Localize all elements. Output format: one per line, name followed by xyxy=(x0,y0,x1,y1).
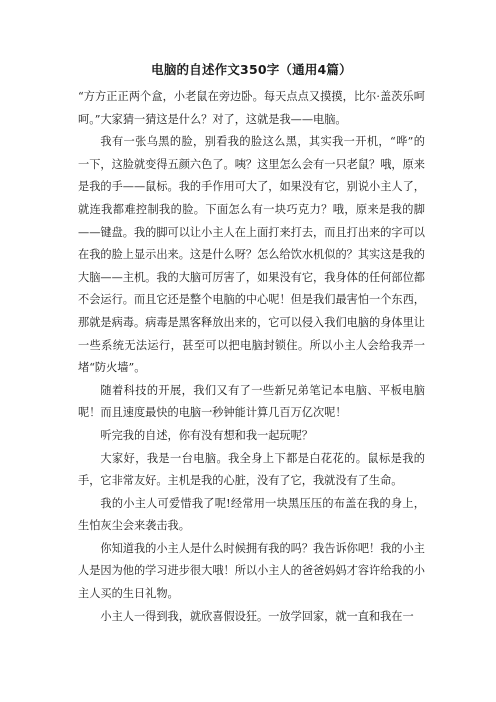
paragraph-6: 我的小主人可爱惜我了呢!经常用一块黑压压的布盖在我的身上，生怕灰尘会来袭击我。 xyxy=(78,496,425,533)
paragraph-3: 随着科技的开展，我们又有了一些新兄弟笔记本电脑、平板电脑呢！而且速度最快的电脑一秒钟能计算几百万亿次呢！ xyxy=(78,383,425,420)
paragraph-7: 你知道我的小主人是什么时候拥有我的吗？我告诉你吧！我的小主人是因为他的学习进步很大哦！所以小主人的爸爸妈妈才容许给我的小主人买的生日礼物。 xyxy=(78,541,425,601)
paragraph-1: “方方正正两个盒，小老鼠在旁边卧。每天点点又摸摸，比尔·盖茨乐呵呵。”大家猜一猜这是什么？对了，这就是我——电脑。 xyxy=(78,90,425,126)
paragraph-4: 听完我的自述，你有没有想和我一起玩呢？ xyxy=(100,428,313,442)
document-page xyxy=(78,62,425,628)
paragraph-8: 小主人一得到我，就欣喜假设狂。一放学回家，就一直和我在一 xyxy=(100,609,414,623)
paragraph-2: 我有一张乌黑的脸，别看我的脸这么黑，其实我一开机，“哗”的一下，这脸就变得五颜六色了。咦？这里怎么会有一只老鼠？哦，原来是我的手——鼠标。我的手作用可大了，如果没有它，别说小主人了，就连我都难控制我的脸。下面怎么有一块巧克力？哦，原来是我的脚——键盘。我的脚可以让小主人在上面打来打去，而且打出来的字可以在我的脸上显示出来。这是什么呀？怎么给饮水机似的？其实这是我的大脑——主机。我的大脑可厉害了，如果没有它，我身体的任何部位都不会运行。而且它还是整个电脑的中心呢！但是我们最害怕一个东西，那就是病毒。病毒是黑客释放出来的，它可以侵入我们电脑的身体里让一些系统无法运行，甚至可以把电脑封锁住。所以小主人会给我弄一堵“防火墙”。 xyxy=(78,135,425,375)
paragraph-5: 大家好，我是一台电脑。我全身上下都是白花花的。鼠标是我的手，它非常友好。主机是我的心脏，没有了它，我就没有了生命。 xyxy=(78,451,425,488)
document-title: 电脑的自述作文350字（通用4篇） xyxy=(151,62,352,77)
